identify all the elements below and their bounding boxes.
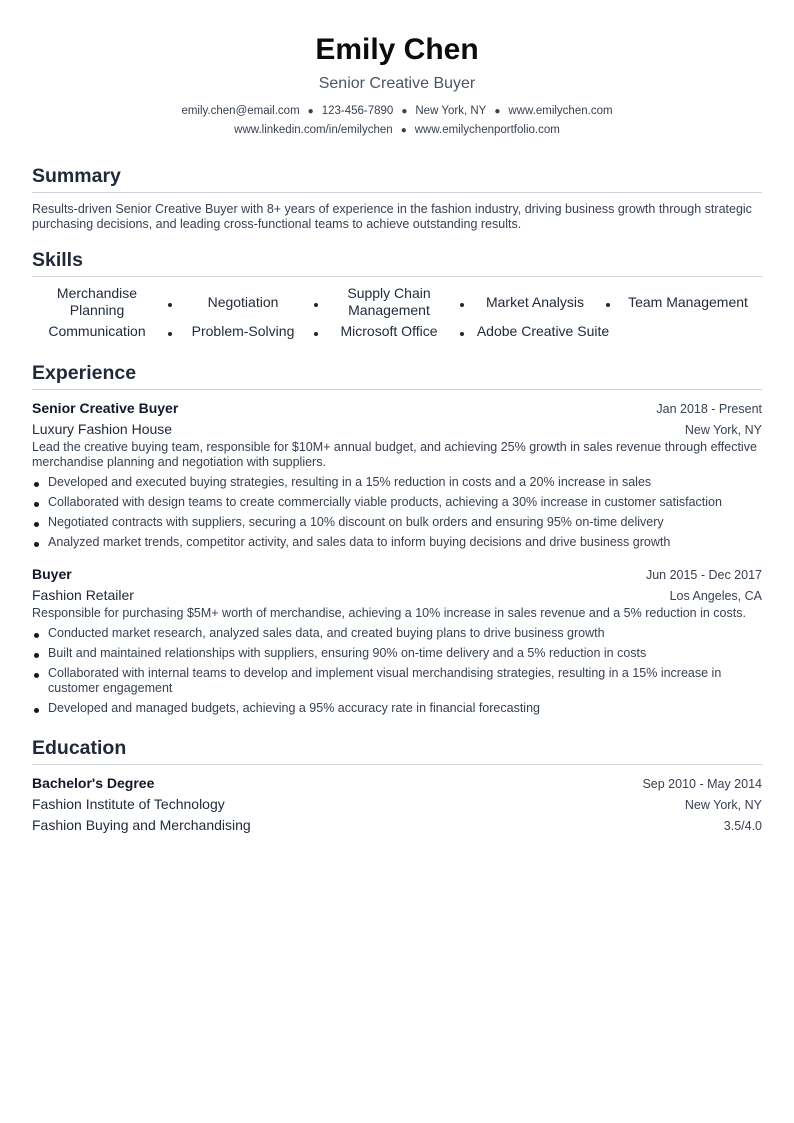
experience-heading: Experience <box>32 361 762 390</box>
bullet-text: Built and maintained relationships with suppliers, ensuring 90% on-time delivery and a 5% reduction in costs <box>48 646 647 660</box>
bullet-text: Developed and executed buying strategies, resulting in a 15% reduction in costs and a 20% increase in sales <box>48 475 652 489</box>
resume-page <box>32 0 762 836</box>
skill-separator-dot <box>460 332 464 336</box>
summary-section <box>32 164 762 232</box>
school-location: New York, NY <box>684 798 762 812</box>
skill-item: Supply Chain Management <box>347 285 431 318</box>
experience-section <box>32 361 762 716</box>
job-title: Senior Creative Buyer <box>32 400 179 416</box>
job-location: New York, NY <box>684 423 762 437</box>
skills-section <box>32 248 762 343</box>
job-bullet <box>32 535 762 550</box>
candidate-name: Emily Chen <box>315 33 479 66</box>
job-dates: Jun 2015 - Dec 2017 <box>645 568 762 582</box>
skill-item: Merchandise Planning <box>56 285 138 318</box>
bullet-dot <box>34 502 39 507</box>
education-heading: Education <box>32 736 762 765</box>
job-description: Responsible for purchasing $5M+ worth of merchandise, achieving a 10% increase in sales revenue and a 5% reduction in costs. <box>32 606 746 620</box>
skill-separator-dot <box>168 303 172 307</box>
summary-heading: Summary <box>32 164 762 193</box>
job-bullet <box>32 646 762 661</box>
bullet-dot <box>34 482 39 487</box>
job-entry <box>32 398 762 550</box>
skill-separator-dot <box>168 332 172 336</box>
contact-line-2 <box>32 121 762 140</box>
skill-item: Team Management <box>628 294 748 310</box>
bullet-text: Collaborated with design teams to create commercially viable products, achieving a 30% increase in customer satisfaction <box>48 495 722 509</box>
location-text: New York, NY <box>415 105 487 117</box>
skill-item: Problem-Solving <box>191 323 295 339</box>
skill-item: Negotiation <box>207 294 279 310</box>
job-title: Buyer <box>32 566 72 582</box>
linkedin-text: www.linkedin.com/in/emilychen <box>234 124 393 136</box>
job-location: Los Angeles, CA <box>669 589 762 603</box>
bullet-text: Collaborated with internal teams to develop and implement visual merchandising strategies, resulting in a 15% increase in customer engagement <box>48 666 722 695</box>
job-bullet <box>32 495 762 510</box>
skill-separator-dot <box>314 303 318 307</box>
education-entry <box>32 773 762 836</box>
website-text: www.emilychen.com <box>508 105 613 117</box>
job-entry <box>32 564 762 716</box>
degree-name: Bachelor's Degree <box>32 775 155 791</box>
job-bullet <box>32 515 762 530</box>
skill-item: Communication <box>48 323 146 339</box>
bullet-text: Conducted market research, analyzed sales data, and created buying plans to drive business growth <box>48 626 605 640</box>
education-dates: Sep 2010 - May 2014 <box>642 777 762 791</box>
job-bullet <box>32 701 762 716</box>
job-bullet <box>32 666 762 696</box>
skill-item: Microsoft Office <box>340 323 438 339</box>
portfolio-text: www.emilychenportfolio.com <box>414 124 560 136</box>
bullet-text: Developed and managed budgets, achieving a 95% accuracy rate in financial forecasting <box>48 701 540 715</box>
bullet-dot <box>34 542 39 547</box>
candidate-title: Senior Creative Buyer <box>318 75 476 92</box>
school-name: Fashion Institute of Technology <box>32 796 225 812</box>
separator-dot: ● <box>400 125 407 136</box>
phone-text: 123-456-7890 <box>321 105 394 117</box>
bullet-dot <box>34 653 39 658</box>
job-bullet <box>32 626 762 641</box>
job-bullet-list <box>32 475 762 550</box>
bullet-text: Analyzed market trends, competitor activity, and sales data to inform buying decisions and drive business growth <box>48 535 671 549</box>
job-dates: Jan 2018 - Present <box>656 402 762 416</box>
skill-separator-dot <box>460 303 464 307</box>
skill-item: Market Analysis <box>485 294 585 310</box>
job-bullet <box>32 475 762 490</box>
email-text: emily.chen@email.com <box>181 105 300 117</box>
bullet-dot <box>34 633 39 638</box>
skill-item: Adobe Creative Suite <box>476 323 610 339</box>
job-bullet-list <box>32 626 762 716</box>
job-description: Lead the creative buying team, responsible for $10M+ annual budget, and achieving 25% growth in sales revenue through effective merchandise planning and negotiation with suppliers. <box>32 440 757 469</box>
skills-grid <box>32 285 762 343</box>
bullet-text: Negotiated contracts with suppliers, securing a 10% discount on bulk orders and ensuring 95% on-time delivery <box>48 515 664 529</box>
bullet-dot <box>34 522 39 527</box>
education-section <box>32 736 762 836</box>
skill-separator-dot <box>314 332 318 336</box>
skill-separator-dot <box>606 303 610 307</box>
bullet-dot <box>34 673 39 678</box>
gpa-value: 3.5/4.0 <box>723 819 762 833</box>
field-of-study: Fashion Buying and Merchandising <box>32 817 251 833</box>
summary-text: Results-driven Senior Creative Buyer with 8+ years of experience in the fashion industry, driving business growth through strategic purchasing decisions, and leading cross-functional teams to achieve outstanding results. <box>32 202 752 231</box>
separator-dot: ● <box>494 106 501 117</box>
bullet-dot <box>34 708 39 713</box>
separator-dot: ● <box>307 106 314 117</box>
separator-dot: ● <box>401 106 408 117</box>
company-name: Luxury Fashion House <box>32 421 173 437</box>
resume-header <box>32 0 762 140</box>
contact-line-1 <box>32 102 762 121</box>
company-name: Fashion Retailer <box>32 587 134 603</box>
skills-heading: Skills <box>32 248 762 277</box>
